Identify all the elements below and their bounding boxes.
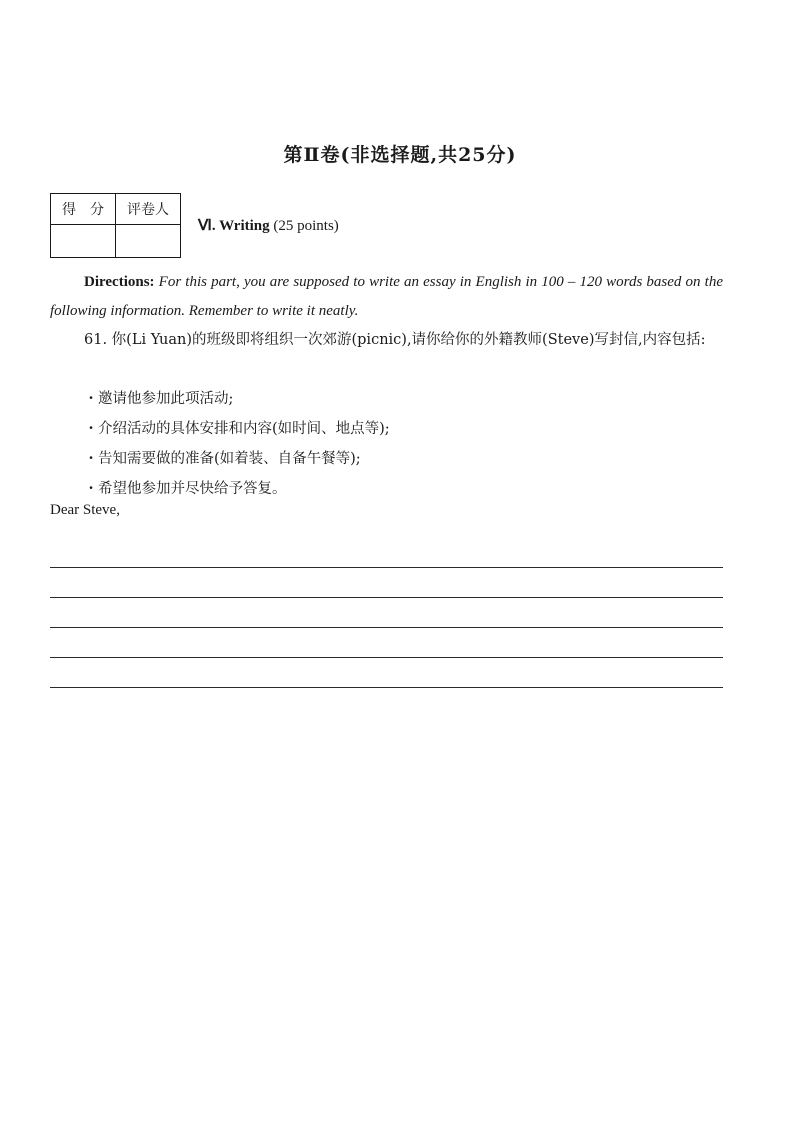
score-cell[interactable]	[51, 225, 116, 258]
page-title: 第Ⅱ卷(非选择题,共25分)	[283, 144, 517, 166]
task-bullet-list	[84, 384, 390, 504]
section-heading	[198, 216, 339, 235]
answer-line[interactable]	[50, 538, 723, 568]
task-prompt: 61. 你(Li Yuan)的班级即将组织一次郊游(picnic),请你给你的外籍教师(Steve)写封信,内容包括:	[84, 332, 706, 348]
answer-line[interactable]	[50, 598, 723, 628]
list-item: · 邀请他参加此项活动;	[84, 384, 390, 414]
section-points: (25 points)	[273, 218, 339, 234]
answer-area[interactable]	[50, 538, 723, 688]
score-table	[50, 193, 181, 258]
directions-lead: Directions:	[84, 274, 155, 290]
directions-text: For this part, you are supposed to write an essay in English in 100 – 120 words based on the following information. Remember to write it neatly.	[50, 274, 723, 319]
list-item: · 希望他参加并尽快给予答复。	[84, 474, 390, 504]
list-item: · 告知需要做的准备(如着装、自备午餐等);	[84, 444, 390, 474]
list-item: · 介绍活动的具体安排和内容(如时间、地点等);	[84, 414, 390, 444]
section-label: Ⅵ. Writing	[198, 218, 270, 234]
grader-label: 评卷人	[116, 194, 181, 225]
answer-line[interactable]	[50, 628, 723, 658]
letter-salutation: Dear Steve,	[50, 502, 120, 518]
score-label: 得 分	[51, 194, 116, 225]
answer-line[interactable]	[50, 658, 723, 688]
directions-paragraph	[50, 268, 723, 326]
answer-line[interactable]	[50, 568, 723, 598]
grader-cell[interactable]	[116, 225, 181, 258]
